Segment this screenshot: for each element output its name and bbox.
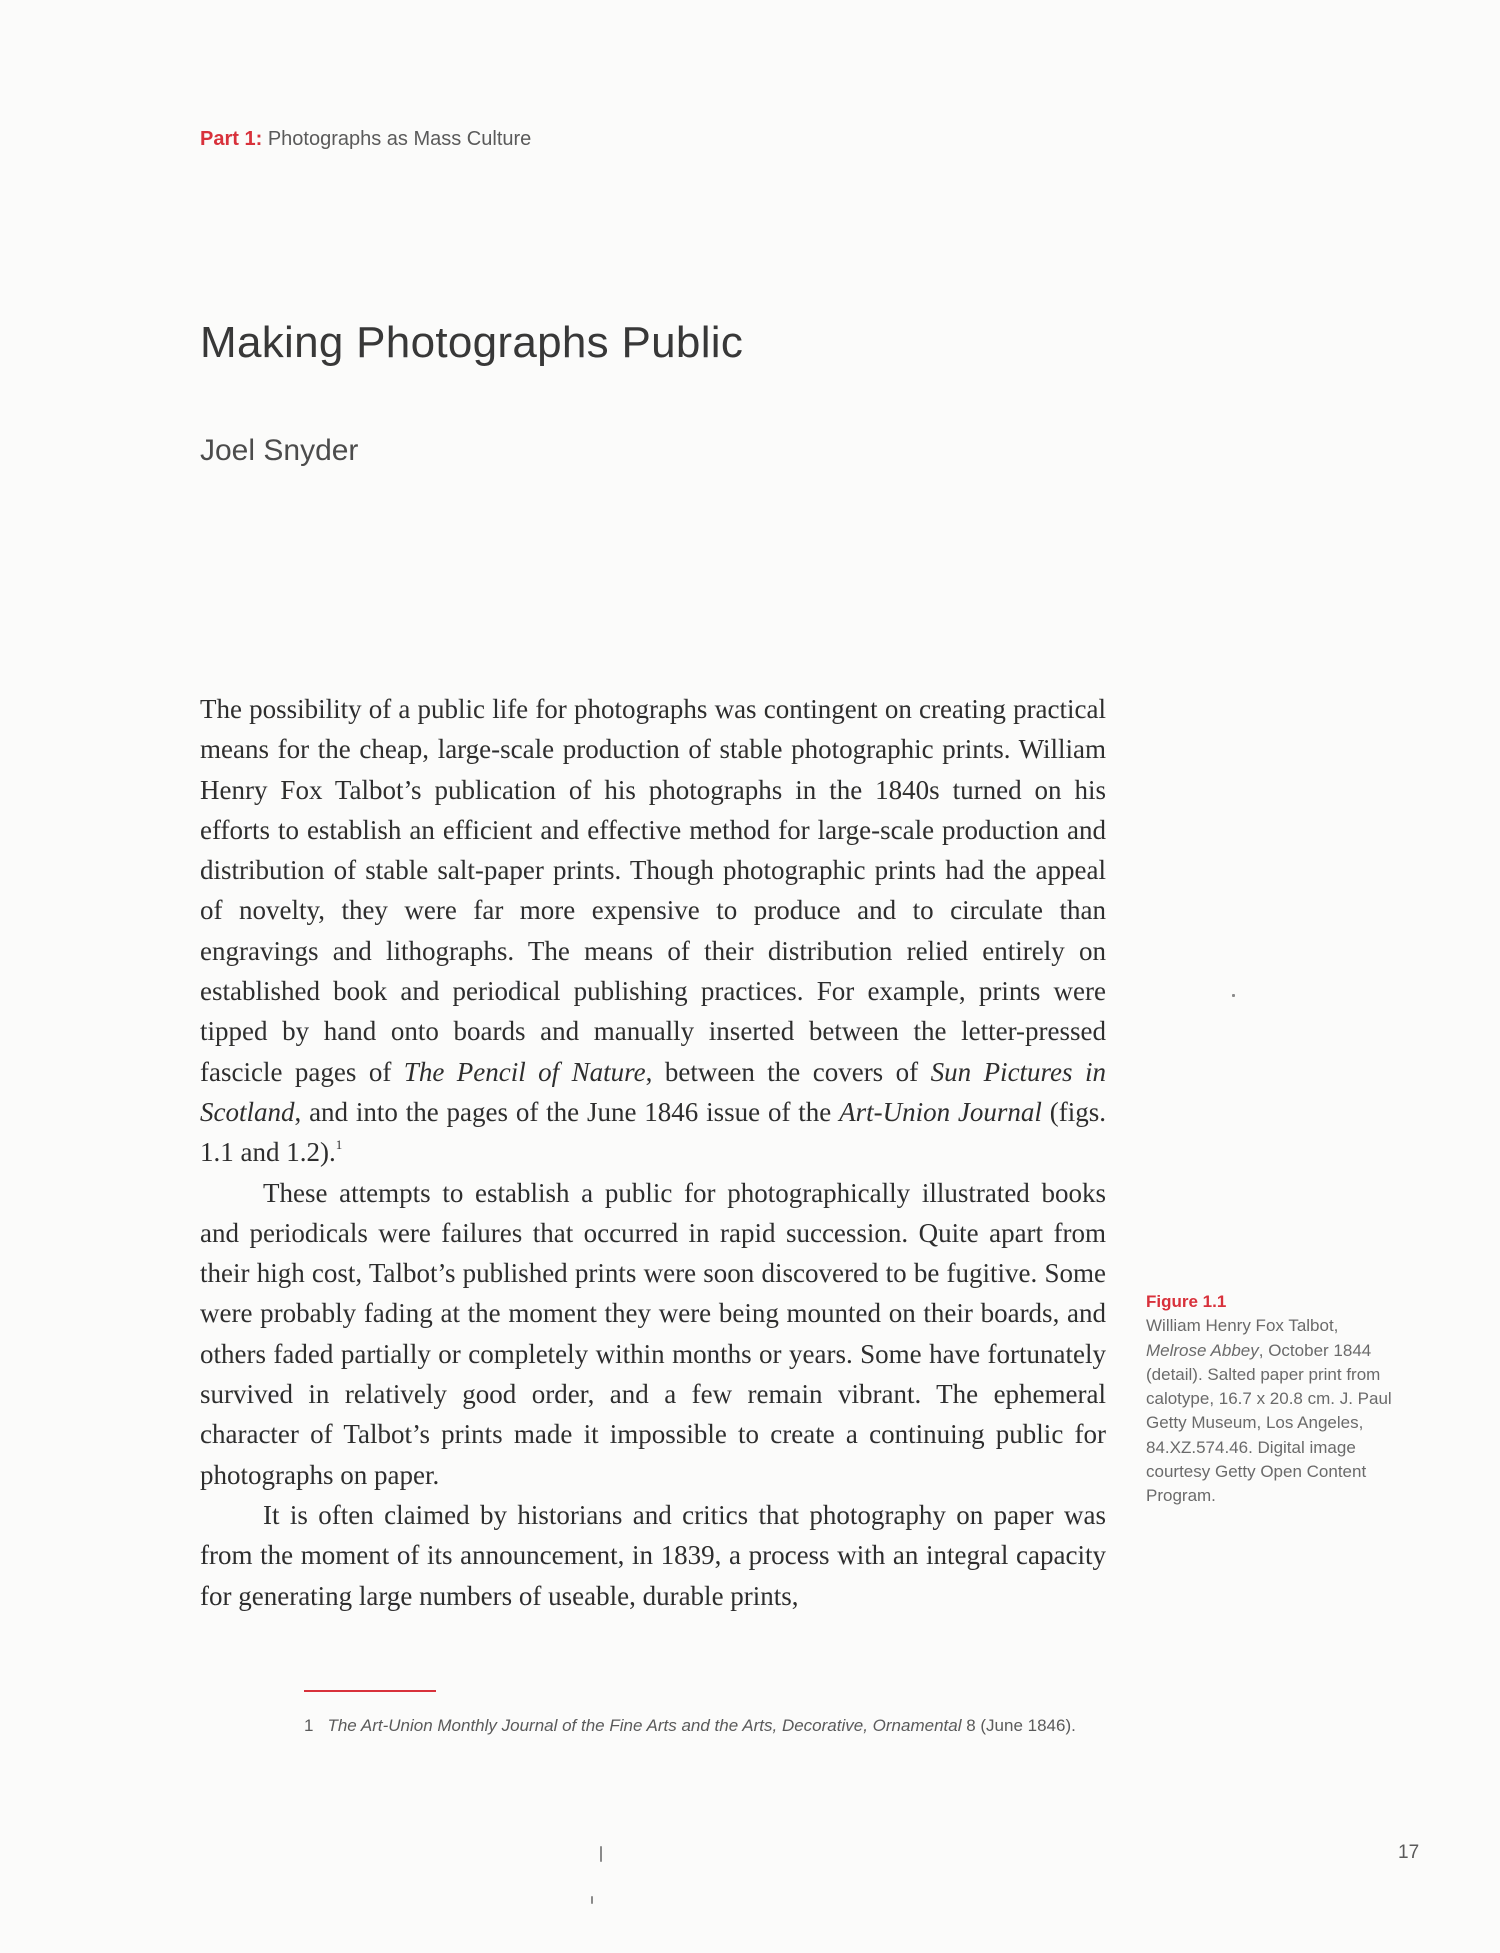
body-text	[200, 689, 1106, 1616]
author-name: Joel Snyder	[200, 434, 359, 467]
book-title-sun-pictures: Sun Pictures in Scotland	[200, 1056, 1107, 1127]
footnote-rest: 8 (June 1846).	[961, 1716, 1076, 1735]
scan-speck	[600, 1846, 602, 1862]
book-title-pencil-of-nature: The Pencil of Nature	[403, 1056, 646, 1087]
caption-artwork-title: Melrose Abbey	[1146, 1340, 1259, 1360]
paragraph-1-text-d: (figs. 1.1 and 1.2).	[200, 1096, 1106, 1168]
paragraph-1	[200, 689, 1106, 1173]
scan-speck	[591, 1896, 593, 1904]
figure-caption	[1146, 1290, 1414, 1509]
figure-label: Figure 1.1	[1146, 1292, 1227, 1311]
paragraph-1-text-a: The possibility of a public life for photographs was contingent on creating practical means for the cheap, large-scale production of stable photographic prints. William Henry Fox Talbot’s publication of his photographs in the 1840s turned on his efforts to establish an efficient and effective method for large-scale production and distribution of stable salt-paper prints. Though photographic prints had the appeal of novelty, they were far more expensive to produce and to circulate than engravings and lithographs. The means of their distribution relied entirely on established book and periodical publishing practices. For example, prints were tipped by hand onto boards and manually inserted between the letter-pressed fascicle pages of	[200, 694, 1106, 1087]
caption-details: (detail). Salted paper print from calotype, 16.7 x 20.8 cm. J. Paul Getty Museum, Los Angeles, 84.XZ.574.46. Digital image courtesy Getty Open Content Program.	[1146, 1364, 1392, 1506]
running-head	[200, 128, 531, 151]
page-number: 17	[1398, 1842, 1420, 1863]
paragraph-1-text-b: , between the covers of	[645, 1056, 931, 1087]
part-label: Part 1:	[200, 128, 263, 150]
footnote-number: 1	[304, 1716, 314, 1735]
caption-date: , October 1844	[1258, 1340, 1372, 1360]
page-title: Making Photographs Public	[200, 318, 744, 367]
footnote-rule	[304, 1690, 436, 1692]
caption-line-1: William Henry Fox Talbot,	[1146, 1316, 1339, 1336]
section-title: Photographs as Mass Culture	[267, 128, 532, 150]
footnote-title: The Art-Union Monthly Journal of the Fine Arts and the Arts, Decorative, Ornamental	[327, 1716, 962, 1735]
scan-speck	[1232, 994, 1235, 997]
paragraph-1-text-c: , and into the pages of the June 1846 issue of the	[294, 1096, 840, 1127]
paragraph-3: It is often claimed by historians and critics that photography on paper was from the moment of its announcement, in 1839, a process with an integral capacity for generating large numbers of useable, durable prints,	[200, 1499, 1106, 1611]
footnote	[304, 1713, 1104, 1738]
footnote-reference[interactable]: 1	[335, 1137, 343, 1153]
paragraph-2: These attempts to establish a public for photographically illustrated books and periodicals were failures that occurred in rapid succession. Quite apart from their high cost, Talbot’s published prints were soon discovered to be fugitive. Some were probably fading at the moment they were being mounted on their boards, and others faded partially or completely within months or years. Some have fortunately survived in relatively good order, and a few remain vibrant. The ephemeral character of Talbot’s prints made it impossible to create a continuing public for photographs on paper.	[200, 1177, 1106, 1490]
journal-title-art-union: Art-Union Journal	[839, 1096, 1042, 1127]
